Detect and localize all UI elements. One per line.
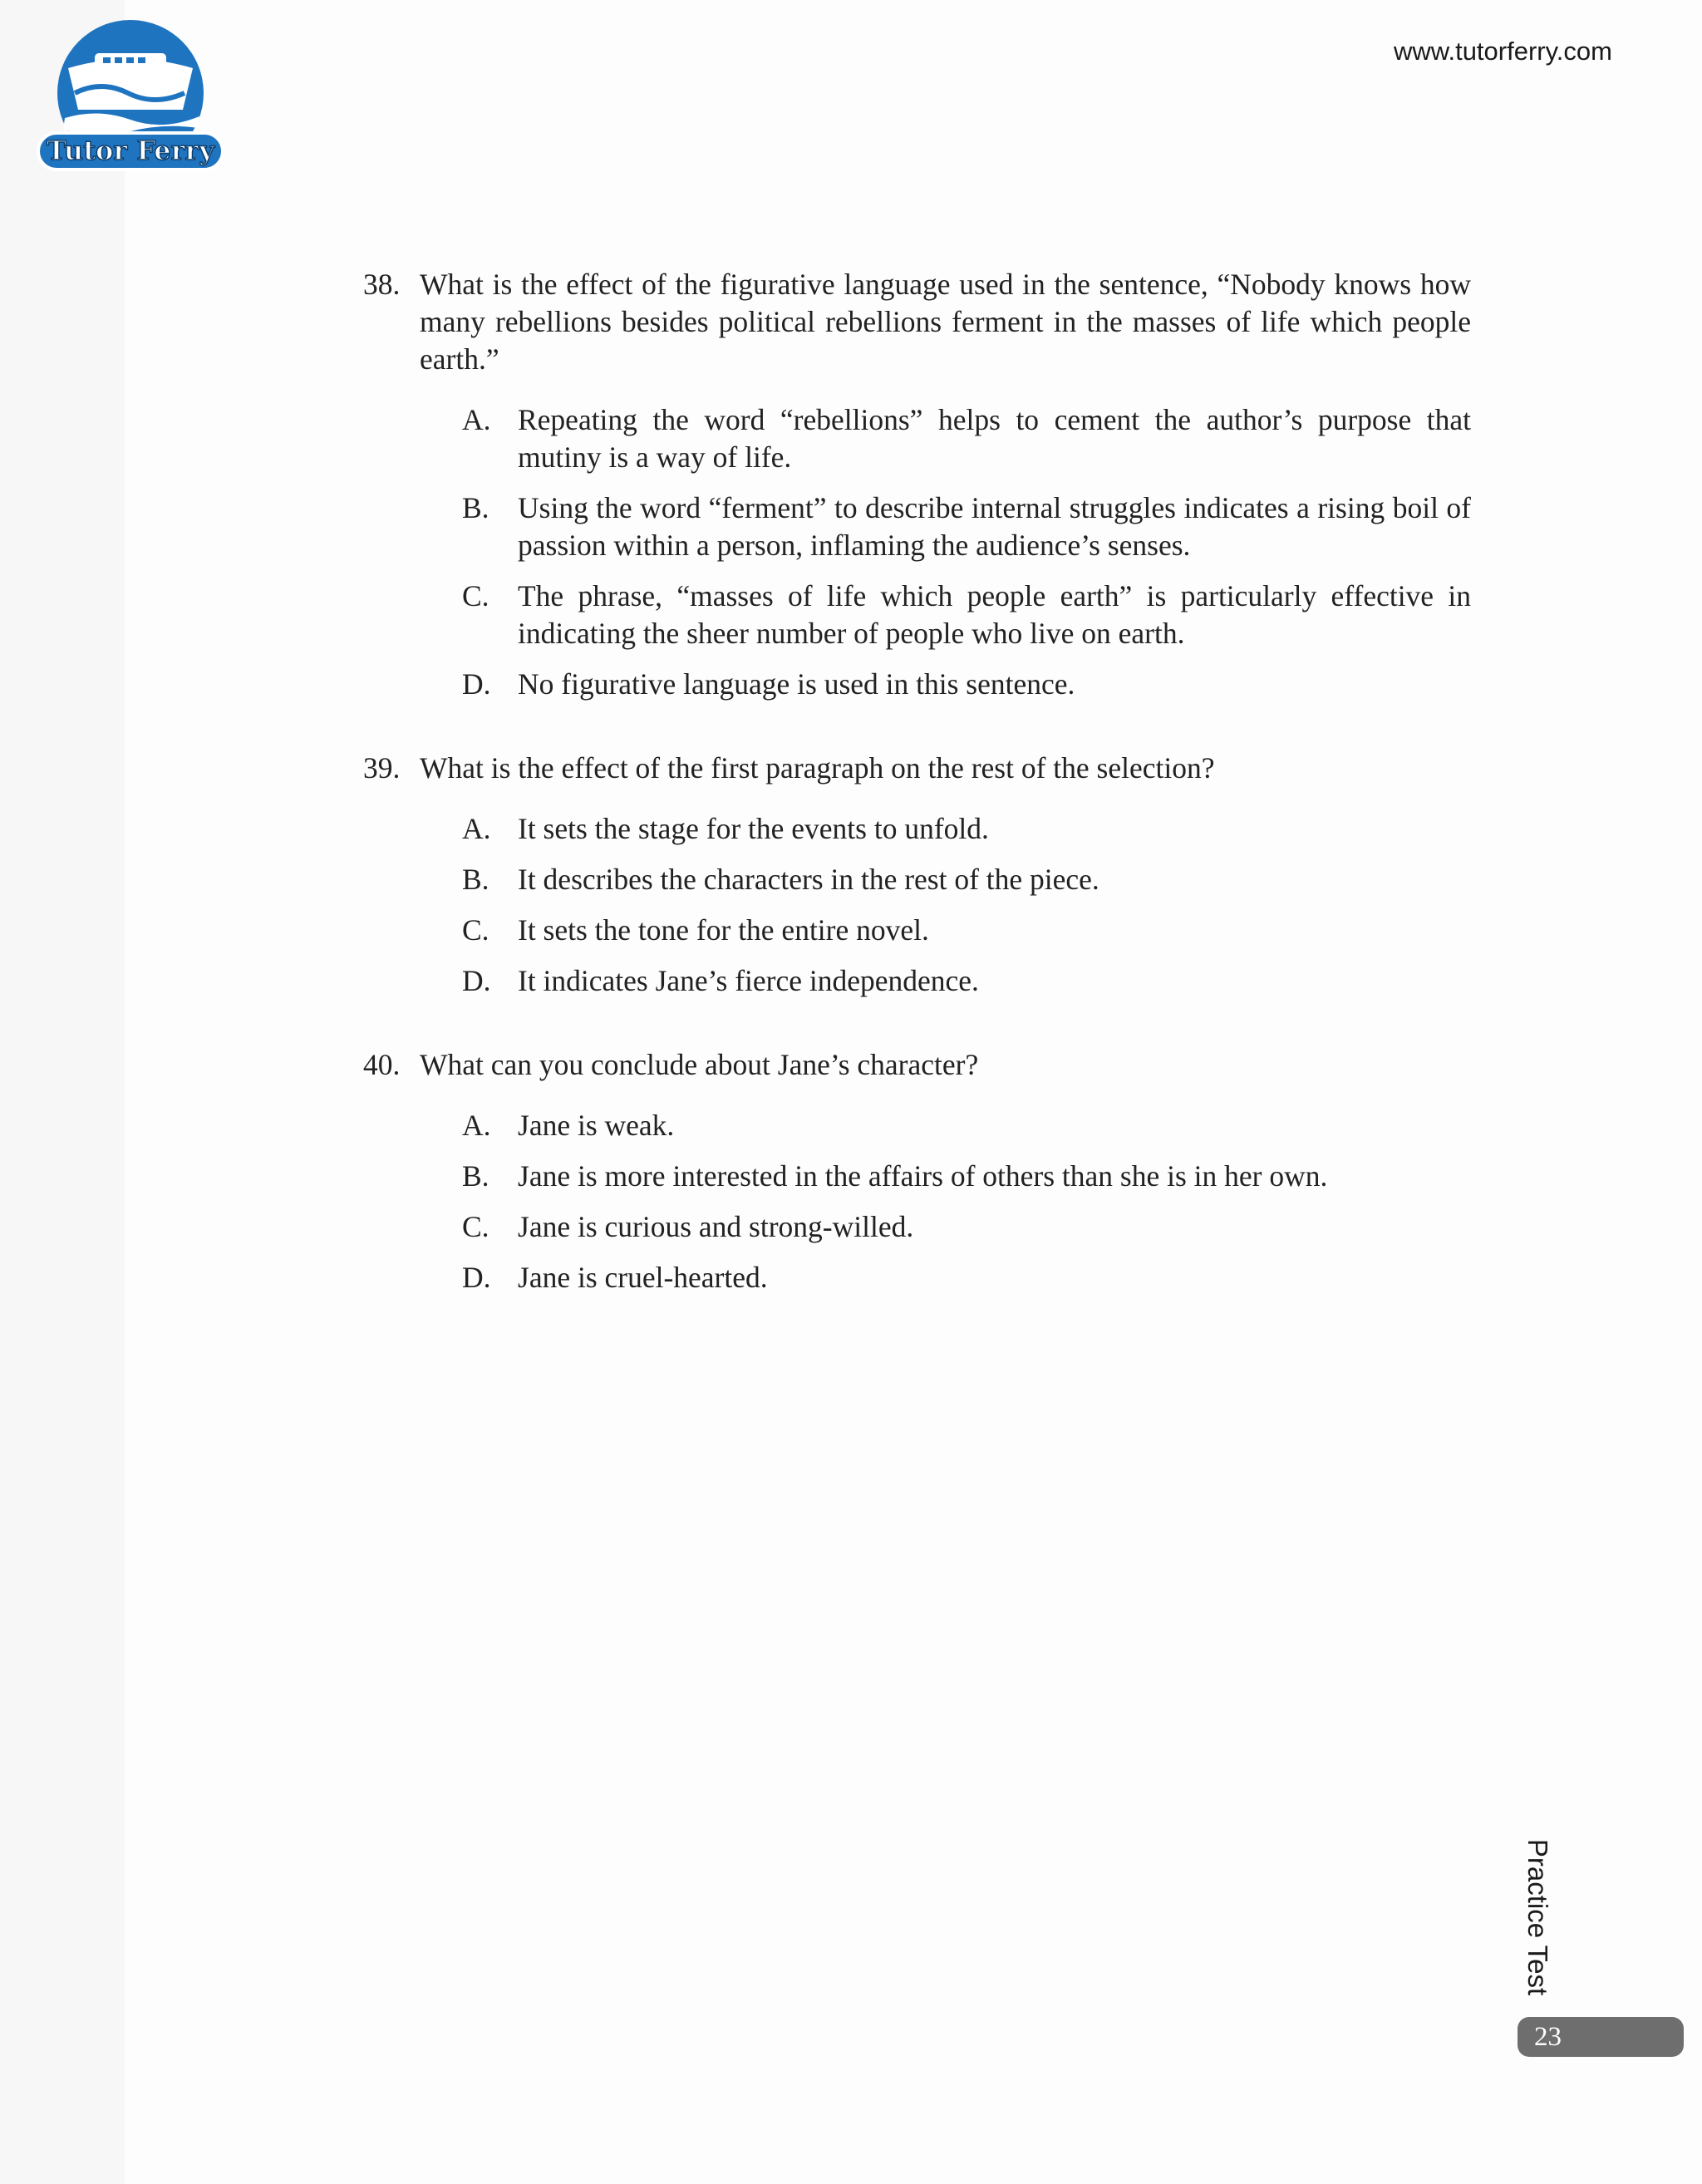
section-label-text: Practice Test — [1522, 1838, 1553, 1996]
answer-options — [363, 401, 1471, 703]
option-letter: C. — [462, 913, 489, 947]
question-stem — [363, 750, 1471, 787]
page-edge-shade — [0, 0, 125, 2184]
question-text: What can you conclude about Jane’s character? — [420, 1048, 979, 1081]
answer-option — [462, 861, 1471, 898]
option-text: Repeating the word “rebellions” helps to cement the author’s purpose that mutiny is a way of life. — [518, 403, 1471, 474]
website-url: www.tutorferry.com — [1394, 37, 1612, 66]
answer-option — [462, 1158, 1471, 1195]
tutor-ferry-logo — [35, 17, 226, 175]
option-letter: D. — [462, 667, 491, 701]
answer-option — [462, 962, 1471, 1000]
option-letter: B. — [462, 863, 489, 896]
option-letter: B. — [462, 1159, 489, 1193]
answer-option — [462, 666, 1471, 703]
answer-option — [462, 1107, 1471, 1144]
answer-option — [462, 1208, 1471, 1246]
option-text: It describes the characters in the rest of the piece. — [518, 863, 1099, 896]
option-letter: A. — [462, 812, 491, 845]
option-letter: D. — [462, 1261, 491, 1294]
question-stem — [363, 1046, 1471, 1084]
answer-option — [462, 578, 1471, 652]
question-block — [363, 750, 1471, 1000]
question-number: 39. — [363, 751, 401, 785]
page-number-tab — [1518, 2017, 1684, 2057]
question-list — [363, 266, 1471, 1343]
question-text: What is the effect of the figurative language used in the sentence, “Nobody knows how many rebellions besides political rebellions ferment in the masses of life which people earth.” — [420, 268, 1471, 376]
option-text: It sets the stage for the events to unfold. — [518, 812, 989, 845]
answer-option — [462, 810, 1471, 848]
question-stem — [363, 266, 1471, 378]
question-block — [363, 266, 1471, 703]
answer-options — [363, 810, 1471, 1000]
option-letter: A. — [462, 1109, 491, 1142]
option-text: Jane is more interested in the affairs of others than she is in her own. — [518, 1159, 1328, 1193]
option-letter: C. — [462, 579, 489, 612]
option-text: Using the word “ferment” to describe internal struggles indicates a rising boil of passion within a person, inflaming the audience’s senses. — [518, 491, 1471, 562]
option-letter: B. — [462, 491, 489, 524]
option-text: Jane is weak. — [518, 1109, 675, 1142]
option-letter: A. — [462, 403, 491, 436]
answer-option — [462, 401, 1471, 476]
option-text: Jane is cruel-hearted. — [518, 1261, 768, 1294]
answer-option — [462, 489, 1471, 564]
answer-options — [363, 1107, 1471, 1296]
question-number: 40. — [363, 1048, 401, 1081]
option-text: No figurative language is used in this sentence. — [518, 667, 1075, 701]
question-text: What is the effect of the first paragraph on the rest of the selection? — [420, 751, 1215, 785]
option-text: It indicates Jane’s fierce independence. — [518, 964, 979, 997]
option-letter: C. — [462, 1210, 489, 1243]
option-text: It sets the tone for the entire novel. — [518, 913, 929, 947]
answer-option — [462, 912, 1471, 949]
question-block — [363, 1046, 1471, 1296]
option-text: The phrase, “masses of life which people earth” is particularly effective in indicating the sheer number of people who live on earth. — [518, 579, 1471, 650]
option-text: Jane is curious and strong-willed. — [518, 1210, 914, 1243]
svg-text:Tutor Ferry: Tutor Ferry — [47, 135, 214, 166]
question-number: 38. — [363, 268, 401, 301]
answer-option — [462, 1259, 1471, 1296]
page-number: 23 — [1534, 2022, 1562, 2052]
section-label — [1513, 1838, 1562, 1996]
option-letter: D. — [462, 964, 491, 997]
